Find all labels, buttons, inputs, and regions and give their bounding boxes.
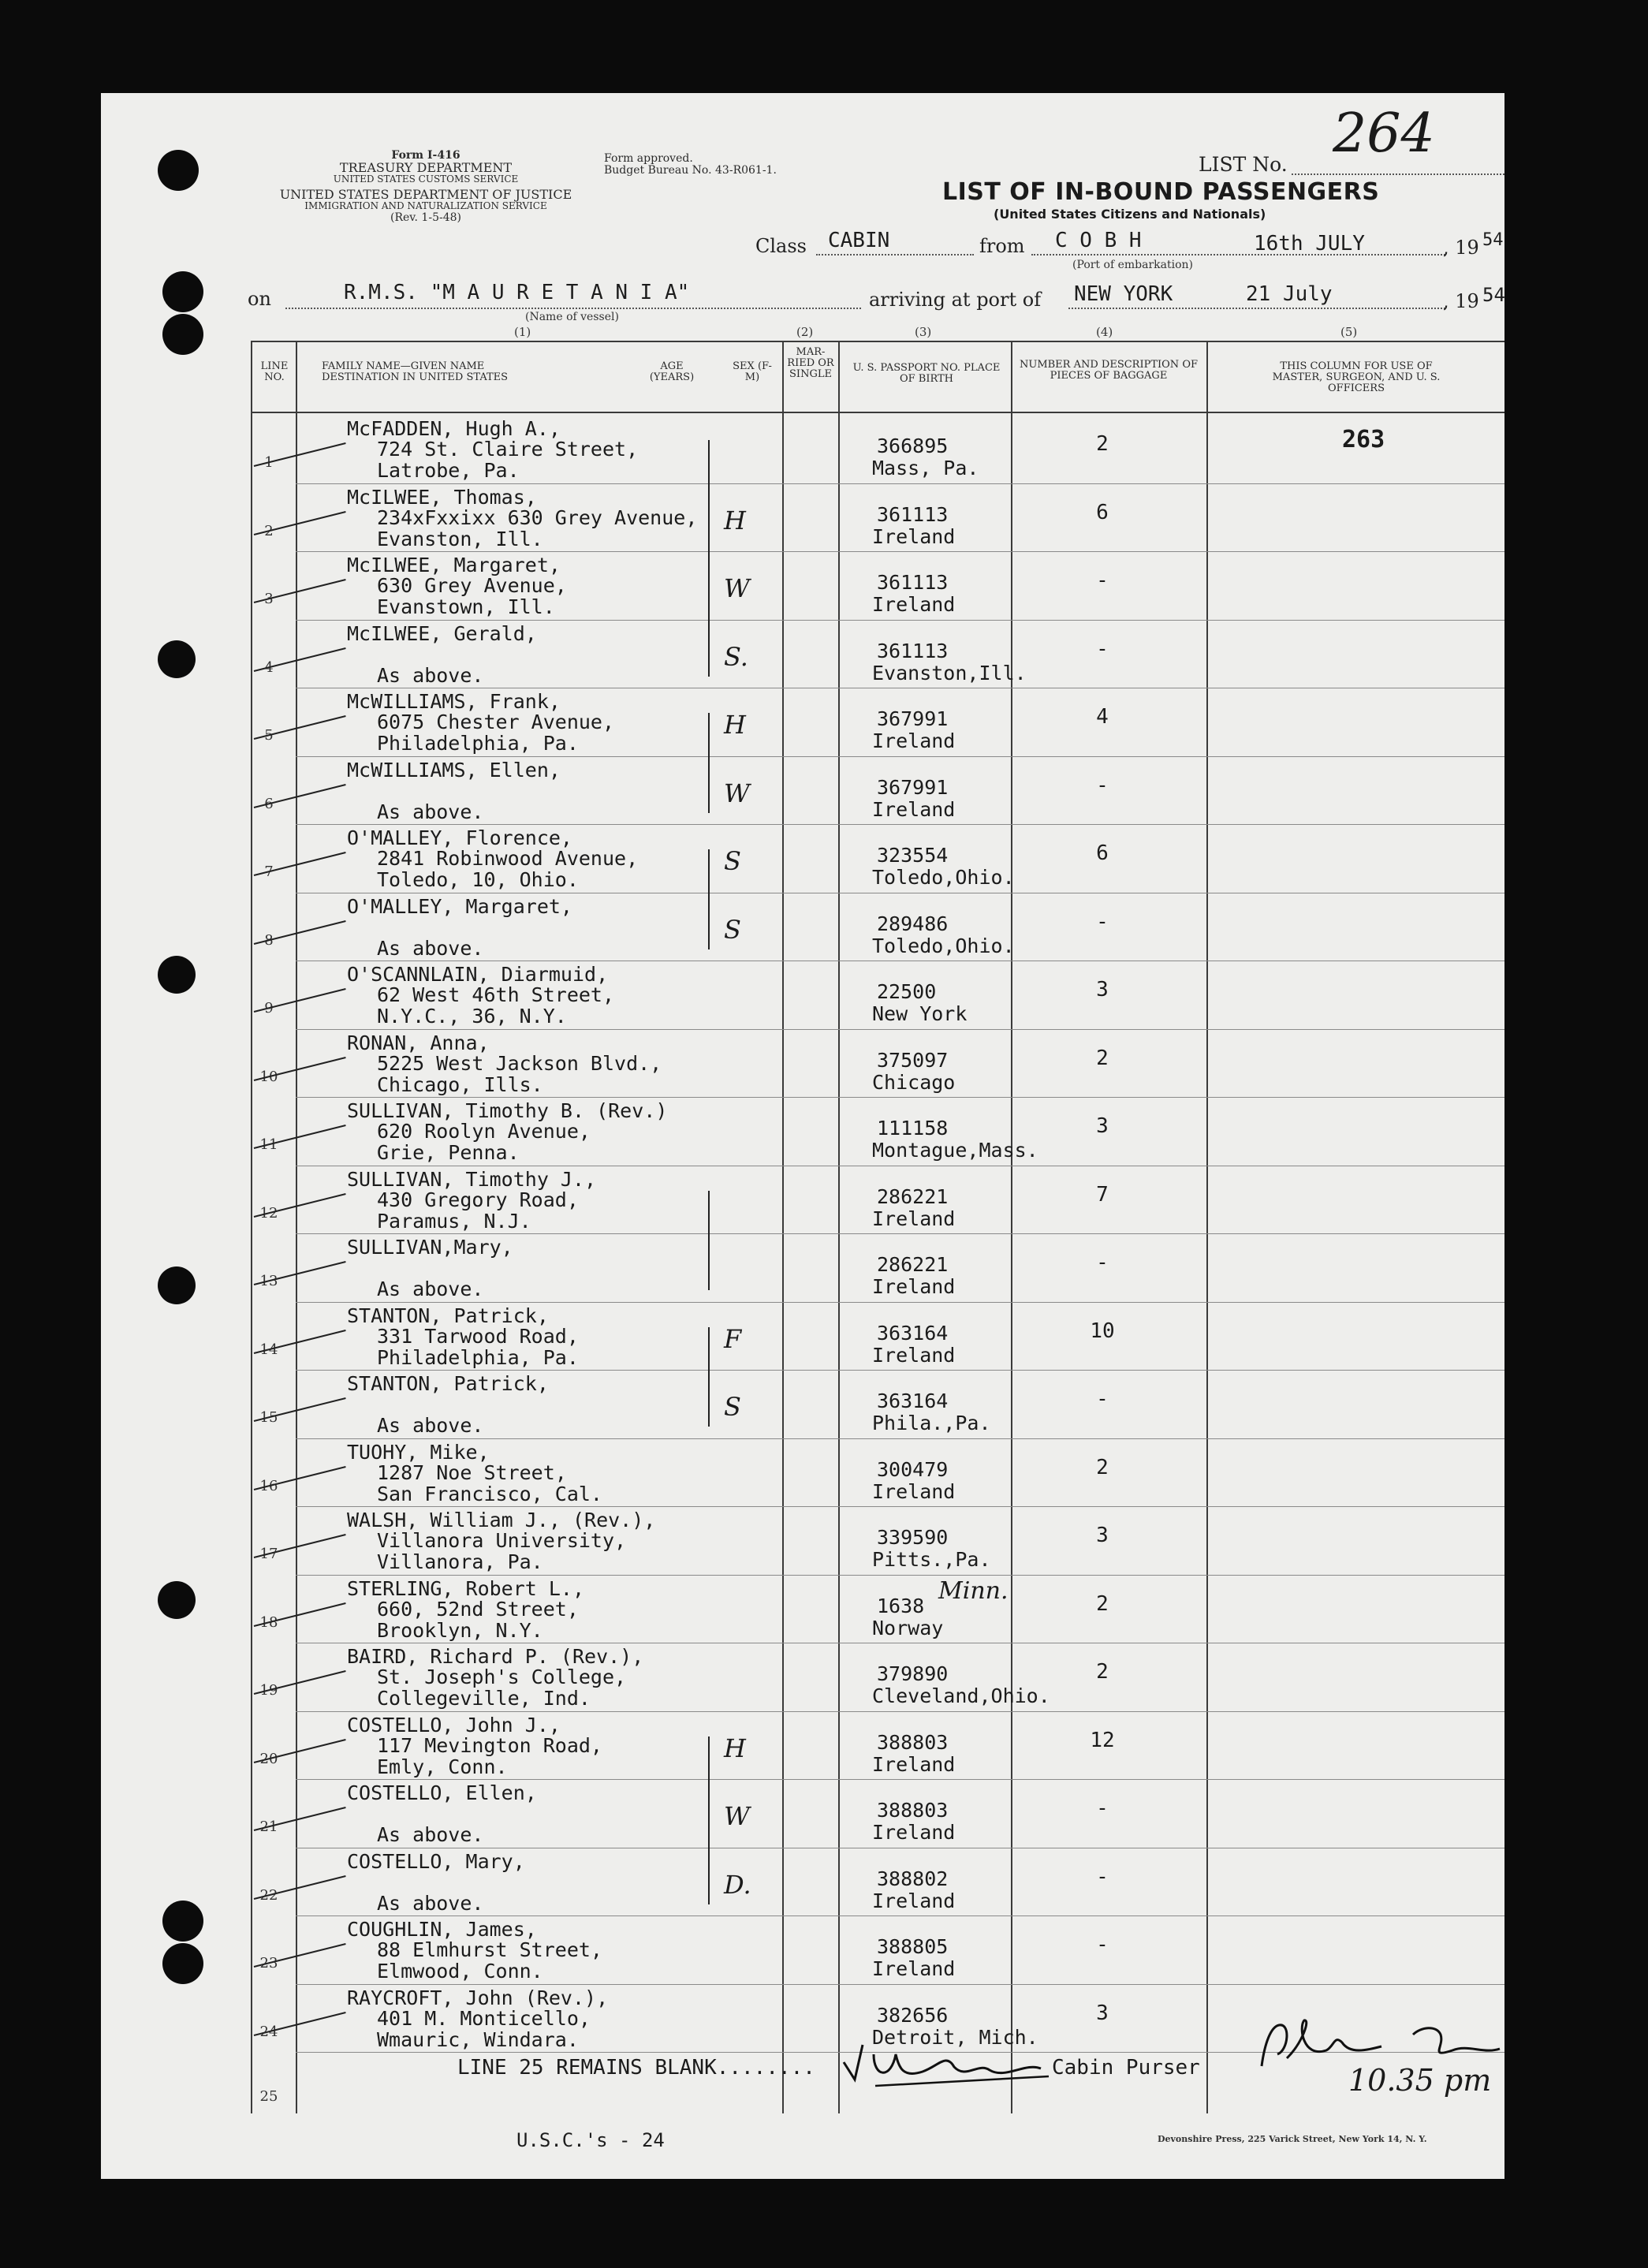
punch-hole bbox=[158, 956, 196, 994]
place-of-birth: Chicago bbox=[872, 1070, 956, 1094]
header-sex: SEX (F-M) bbox=[733, 360, 772, 383]
passport-number: 339590 bbox=[877, 1526, 949, 1549]
col-number-3: (3) bbox=[915, 325, 932, 339]
passenger-name: McWILLIAMS, Ellen, bbox=[347, 758, 561, 781]
row-rule bbox=[296, 1779, 1504, 1780]
passport-number: 300479 bbox=[877, 1457, 949, 1481]
passport-number: 382656 bbox=[877, 2003, 949, 2027]
passport-number: 367991 bbox=[877, 707, 949, 730]
footer-left: U.S.C.'s - 24 bbox=[516, 2129, 665, 2151]
handwritten-minn: Minn. bbox=[938, 1577, 1009, 1605]
address-line-2: Brooklyn, N.Y. bbox=[377, 1618, 543, 1642]
sex-mark: H bbox=[724, 505, 746, 535]
place-of-birth: Norway bbox=[872, 1616, 944, 1639]
baggage-count: 3 bbox=[1096, 978, 1109, 1002]
family-bracket bbox=[708, 713, 710, 813]
place-of-birth: Montague,Mass. bbox=[872, 1139, 1038, 1162]
sex-mark: W bbox=[724, 573, 750, 603]
passenger-name: McILWEE, Thomas, bbox=[347, 485, 537, 509]
place-of-birth: Toledo,Ohio. bbox=[872, 934, 1015, 957]
line-number: 1 bbox=[264, 454, 274, 471]
sex-mark: S. bbox=[724, 641, 748, 672]
baggage-count: 2 bbox=[1096, 1046, 1109, 1070]
place-of-birth: Ireland bbox=[872, 1821, 956, 1844]
line-number: 2 bbox=[264, 522, 274, 539]
address-line-1: 630 Grey Avenue, bbox=[377, 574, 567, 597]
passenger-name: RONAN, Anna, bbox=[347, 1031, 490, 1054]
baggage-count: 3 bbox=[1096, 1524, 1109, 1547]
baggage-count: - bbox=[1096, 909, 1109, 934]
address-line-1: 2841 Robinwood Avenue, bbox=[377, 847, 639, 870]
passport-number: 375097 bbox=[877, 1048, 949, 1072]
baggage-count: 2 bbox=[1096, 1455, 1109, 1479]
arrival-port: NEW YORK bbox=[1074, 282, 1173, 306]
header-passport: U. S. PASSPORT NO. PLACE OF BIRTH bbox=[852, 362, 1001, 385]
line-number: 23 bbox=[259, 1955, 278, 1971]
family-bracket bbox=[708, 509, 710, 677]
punch-hole bbox=[158, 1581, 196, 1619]
passenger-name: McWILLIAMS, Frank, bbox=[347, 690, 561, 713]
address-line-1: St. Joseph's College, bbox=[377, 1666, 627, 1688]
address-line-2: Latrobe, Pa. bbox=[377, 459, 520, 482]
header-married: MAR-RIED OR SINGLE bbox=[787, 346, 834, 380]
passport-number: 363164 bbox=[877, 1321, 949, 1345]
baggage-count: 3 bbox=[1096, 1114, 1109, 1138]
passport-number: 363164 bbox=[877, 1390, 949, 1412]
on-label: on bbox=[248, 288, 271, 310]
row-rule bbox=[296, 1233, 1504, 1234]
punch-hole bbox=[158, 1266, 196, 1304]
baggage-count: 2 bbox=[1096, 432, 1109, 456]
row-rule bbox=[296, 1711, 1504, 1712]
line-number: 17 bbox=[259, 1546, 278, 1562]
place-of-birth: New York bbox=[872, 1002, 968, 1025]
from-line bbox=[1031, 254, 1445, 256]
from-value: C O B H bbox=[1055, 229, 1142, 252]
family-bracket bbox=[708, 1191, 710, 1291]
line-number: 13 bbox=[259, 1273, 278, 1289]
header-age: AGE (YEARS) bbox=[649, 360, 695, 383]
place-of-birth: Ireland bbox=[872, 1889, 956, 1912]
passport-number: 388803 bbox=[877, 1730, 949, 1754]
passenger-name: O'SCANNLAIN, Diarmuid, bbox=[347, 963, 609, 986]
address-line-1: 1287 Noe Street, bbox=[377, 1460, 567, 1484]
place-of-birth: Mass, Pa. bbox=[872, 457, 979, 479]
address-line-2: As above. bbox=[377, 663, 484, 687]
address-line-2: Wmauric, Windara. bbox=[377, 2027, 579, 2051]
family-bracket bbox=[708, 1736, 710, 1904]
row-rule bbox=[296, 1506, 1504, 1507]
passport-number: 367991 bbox=[877, 775, 949, 799]
printer-credit: Devonshire Press, 225 Varick Street, New York 14, N. Y. bbox=[1158, 2134, 1427, 2144]
address-line-1: 62 West 46th Street, bbox=[377, 983, 615, 1006]
passport-number: 323554 bbox=[877, 844, 949, 867]
family-bracket bbox=[708, 1327, 710, 1427]
place-of-birth: Ireland bbox=[872, 1752, 956, 1776]
col-number-2: (2) bbox=[796, 325, 814, 339]
row-rule bbox=[296, 1984, 1504, 1985]
baggage-count: 6 bbox=[1096, 841, 1109, 865]
passport-number: 388802 bbox=[877, 1867, 949, 1890]
passport-number: 366895 bbox=[877, 435, 949, 457]
address-line-2: As above. bbox=[377, 1823, 484, 1846]
line-number: 11 bbox=[259, 1136, 278, 1153]
row-rule bbox=[296, 1370, 1504, 1371]
arrival-line bbox=[1068, 308, 1445, 309]
line-number: 7 bbox=[264, 864, 274, 880]
place-of-birth: Cleveland,Ohio. bbox=[872, 1684, 1050, 1707]
line-number: 18 bbox=[259, 1613, 278, 1631]
passport-number: 361113 bbox=[877, 502, 949, 526]
place-of-birth: Ireland bbox=[872, 593, 956, 616]
address-line-1: Villanora University, bbox=[377, 1529, 627, 1552]
place-of-birth: Ireland bbox=[872, 1479, 956, 1503]
address-line-1: 430 Gregory Road, bbox=[377, 1188, 579, 1211]
year-prefix-1: , 19 bbox=[1443, 237, 1479, 259]
line25-text: LINE 25 REMAINS BLANK........ bbox=[457, 2056, 815, 2080]
passport-number: 388805 bbox=[877, 1935, 949, 1958]
address-line-2: Emly, Conn. bbox=[377, 1755, 508, 1778]
from-date: 16th JULY bbox=[1254, 232, 1365, 256]
col-number-5: (5) bbox=[1340, 325, 1358, 339]
address-line-2: As above. bbox=[377, 1414, 484, 1437]
header-officers: THIS COLUMN FOR USE OF MASTER, SURGEON, AND U. S. OFFICERS bbox=[1272, 360, 1441, 394]
baggage-count: - bbox=[1096, 1796, 1109, 1820]
address-line-1: 401 M. Monticello, bbox=[377, 2006, 591, 2030]
place-of-birth: Phila.,Pa. bbox=[872, 1412, 991, 1434]
line-number: 14 bbox=[259, 1341, 278, 1358]
row-rule bbox=[296, 1097, 1504, 1098]
address-line-1: 331 Tarwood Road, bbox=[377, 1324, 579, 1348]
passport-number: 286221 bbox=[877, 1253, 949, 1276]
manifest-sheet bbox=[101, 93, 1504, 2179]
place-of-birth: Ireland bbox=[872, 524, 956, 548]
address-line-2: Toledo, 10, Ohio. bbox=[377, 868, 579, 891]
line-number: 24 bbox=[259, 2023, 278, 2040]
sex-mark: W bbox=[724, 778, 750, 808]
passenger-name: STERLING, Robert L., bbox=[347, 1576, 585, 1600]
list-no-value: 264 bbox=[1333, 103, 1435, 165]
class-value: CABIN bbox=[828, 229, 890, 252]
address-line-1: 6075 Chester Avenue, bbox=[377, 711, 615, 733]
address-line-2: Collegeville, Ind. bbox=[377, 1687, 591, 1710]
form-approved: Form approved. Budget Bureau No. 43-R061-1. bbox=[604, 152, 777, 177]
purser-signature bbox=[828, 2031, 1057, 2090]
row-rule bbox=[296, 1302, 1504, 1303]
header-line-no: LINE NO. bbox=[260, 360, 289, 383]
baggage-count: - bbox=[1096, 1864, 1109, 1889]
line-number: 5 bbox=[264, 727, 274, 744]
line-number: 3 bbox=[264, 591, 274, 607]
row-rule bbox=[296, 1029, 1504, 1030]
line-number: 10 bbox=[259, 1068, 278, 1085]
port-caption: (Port of embarkation) bbox=[1072, 259, 1193, 271]
place-of-birth: Ireland bbox=[872, 1207, 956, 1230]
line-number: 6 bbox=[264, 795, 274, 812]
arrival-time: 10.35 pm bbox=[1348, 2063, 1492, 2098]
place-of-birth: Ireland bbox=[872, 1957, 956, 1980]
passenger-name: WALSH, William J., (Rev.), bbox=[347, 1509, 656, 1531]
row-rule bbox=[296, 620, 1504, 621]
sex-mark: W bbox=[724, 1801, 750, 1831]
passenger-name: SULLIVAN, Timothy J., bbox=[347, 1167, 597, 1191]
baggage-count: - bbox=[1096, 1387, 1109, 1411]
line-number: 4 bbox=[264, 658, 274, 676]
line-number: 19 bbox=[259, 1682, 278, 1699]
passenger-name: O'MALLEY, Florence, bbox=[347, 826, 572, 849]
family-bracket bbox=[708, 849, 710, 949]
place-of-birth: Ireland bbox=[872, 1343, 956, 1367]
vessel-line bbox=[285, 308, 861, 309]
address-line-2: Philadelphia, Pa. bbox=[377, 732, 579, 755]
baggage-count: 10 bbox=[1090, 1319, 1115, 1343]
row-rule bbox=[296, 551, 1504, 552]
baggage-count: 6 bbox=[1096, 500, 1109, 524]
passenger-name: BAIRD, Richard P. (Rev.), bbox=[347, 1645, 644, 1668]
arriving-label: arriving at port of bbox=[869, 289, 1042, 311]
sex-mark: S bbox=[724, 914, 741, 945]
address-line-1: 88 Elmhurst Street, bbox=[377, 1938, 602, 1961]
baggage-count: - bbox=[1096, 636, 1109, 661]
purser-title: Cabin Purser bbox=[1052, 2056, 1200, 2080]
table-top-rule bbox=[251, 341, 1504, 342]
address-line-1: 234xFxxixx 630 Grey Avenue, bbox=[377, 505, 698, 529]
address-line-1: 117 Mevington Road, bbox=[377, 1733, 602, 1757]
arrival-date: 21 July bbox=[1246, 282, 1333, 306]
punch-hole bbox=[162, 1901, 203, 1942]
passenger-name: COSTELLO, Ellen, bbox=[347, 1781, 537, 1804]
address-line-2: Philadelphia, Pa. bbox=[377, 1345, 579, 1369]
line-number: 8 bbox=[264, 931, 274, 949]
vessel-name: R.M.S. "M A U R E T A N I A" bbox=[344, 281, 690, 304]
address-line-2: Paramus, N.J. bbox=[377, 1209, 531, 1233]
line-number: 21 bbox=[259, 1819, 278, 1835]
place-of-birth: Evanston,Ill. bbox=[872, 661, 1027, 685]
address-line-2: Evanstown, Ill. bbox=[377, 595, 555, 618]
sex-mark: S bbox=[724, 1392, 741, 1422]
passenger-name: COSTELLO, Mary, bbox=[347, 1849, 525, 1873]
place-of-birth: Detroit, Mich. bbox=[872, 2025, 1038, 2049]
address-line-2: As above. bbox=[377, 936, 484, 960]
passenger-name: RAYCROFT, John (Rev.), bbox=[347, 1986, 609, 2009]
passport-number: 289486 bbox=[877, 912, 949, 935]
officer-note: 263 bbox=[1342, 426, 1385, 453]
page-title: LIST OF IN-BOUND PASSENGERS bbox=[942, 178, 1380, 206]
passenger-name: McILWEE, Margaret, bbox=[347, 554, 561, 576]
address-line-2: As above. bbox=[377, 800, 484, 823]
line-number: 25 bbox=[259, 2088, 278, 2105]
place-of-birth: Ireland bbox=[872, 729, 956, 752]
header-name: FAMILY NAME—GIVEN NAME DESTINATION IN UNITED STATES bbox=[322, 360, 509, 383]
passenger-name: STANTON, Patrick, bbox=[347, 1304, 549, 1327]
vessel-caption: (Name of vessel) bbox=[525, 311, 619, 323]
passenger-name: COUGHLIN, James, bbox=[347, 1918, 537, 1941]
table-header-rule bbox=[251, 412, 1504, 413]
address-line-2: Chicago, Ills. bbox=[377, 1072, 543, 1096]
col-rule bbox=[251, 341, 252, 2113]
punch-hole bbox=[158, 640, 196, 678]
baggage-count: - bbox=[1096, 1251, 1109, 1274]
address-line-2: Evanston, Ill. bbox=[377, 527, 543, 550]
address-line-1: 660, 52nd Street, bbox=[377, 1597, 579, 1621]
punch-hole bbox=[162, 1943, 203, 1984]
passenger-name: McFADDEN, Hugh A., bbox=[347, 417, 561, 440]
passport-number: 111158 bbox=[877, 1117, 949, 1140]
baggage-count: - bbox=[1096, 773, 1109, 797]
place-of-birth: Toledo,Ohio. bbox=[872, 866, 1015, 889]
year-1: 54 bbox=[1482, 230, 1504, 250]
sex-mark: S bbox=[724, 846, 741, 876]
address-line-2: N.Y.C., 36, N.Y. bbox=[377, 1005, 567, 1028]
form-header-left: Form I-416 TREASURY DEPARTMENT UNITED STATES CUSTOMS SERVICE UNITED STATES DEPARTMENT OF JUSTICE IMMIGRATION AND NATURALIZATION SERVICE (Rev. 1-5-48) bbox=[279, 149, 572, 224]
passport-number: 286221 bbox=[877, 1184, 949, 1208]
passenger-name: TUOHY, Mike, bbox=[347, 1440, 490, 1464]
officer-signature bbox=[1255, 2011, 1516, 2074]
place-of-birth: Ireland bbox=[872, 1275, 956, 1298]
address-line-2: Villanora, Pa. bbox=[377, 1550, 543, 1573]
row-rule bbox=[296, 483, 1504, 484]
sex-mark: D. bbox=[724, 1869, 751, 1900]
baggage-count: 2 bbox=[1096, 1591, 1109, 1616]
header-baggage: NUMBER AND DESCRIPTION OF PIECES OF BAGGAGE bbox=[1019, 359, 1198, 382]
address-line-1: 5225 West Jackson Blvd., bbox=[377, 1051, 662, 1075]
line-number: 9 bbox=[264, 1000, 274, 1016]
address-line-1: 724 St. Claire Street, bbox=[377, 438, 639, 461]
address-line-2: As above. bbox=[377, 1278, 484, 1300]
class-label: Class bbox=[755, 235, 807, 257]
baggage-count: 12 bbox=[1090, 1728, 1115, 1752]
line-number: 22 bbox=[259, 1886, 278, 1904]
year-prefix-2: , 19 bbox=[1443, 290, 1479, 312]
line-number: 16 bbox=[259, 1477, 278, 1494]
line-number: 12 bbox=[259, 1204, 278, 1222]
baggage-count: 4 bbox=[1096, 705, 1109, 729]
passenger-name: McILWEE, Gerald, bbox=[347, 621, 537, 645]
row-rule bbox=[296, 1575, 1504, 1576]
passport-number: 361113 bbox=[877, 571, 949, 594]
passenger-name: SULLIVAN,Mary, bbox=[347, 1236, 513, 1259]
address-line-1: 620 Roolyn Avenue, bbox=[377, 1120, 591, 1143]
address-line-2: Elmwood, Conn. bbox=[377, 1960, 543, 1983]
punch-hole bbox=[162, 314, 203, 355]
year-2: 54 bbox=[1482, 284, 1505, 306]
col-number-4: (4) bbox=[1096, 325, 1113, 339]
passenger-name: SULLIVAN, Timothy B. (Rev.) bbox=[347, 1099, 668, 1122]
list-no-label: LIST No. bbox=[1199, 153, 1288, 176]
line-number: 15 bbox=[259, 1409, 278, 1426]
passport-number: 361113 bbox=[877, 639, 949, 662]
baggage-count: 2 bbox=[1096, 1660, 1109, 1684]
passport-number: 22500 bbox=[877, 980, 937, 1003]
address-line-2: San Francisco, Cal. bbox=[377, 1482, 602, 1505]
passenger-name: STANTON, Patrick, bbox=[347, 1372, 549, 1395]
passenger-name: O'MALLEY, Margaret, bbox=[347, 894, 572, 918]
row-rule bbox=[296, 1438, 1504, 1439]
passport-number: 1638 bbox=[877, 1594, 925, 1617]
from-label: from bbox=[979, 235, 1025, 257]
baggage-count: - bbox=[1096, 1933, 1109, 1957]
sex-mark: H bbox=[724, 1733, 746, 1763]
address-line-2: As above. bbox=[377, 1891, 484, 1915]
class-line bbox=[816, 254, 974, 256]
baggage-count: 7 bbox=[1096, 1182, 1109, 1207]
row-rule bbox=[296, 1915, 1504, 1916]
sex-mark: F bbox=[724, 1323, 742, 1354]
passenger-name: COSTELLO, John J., bbox=[347, 1713, 561, 1736]
place-of-birth: Ireland bbox=[872, 797, 956, 821]
punch-hole bbox=[158, 150, 199, 191]
page-subtitle: (United States Citizens and Nationals) bbox=[994, 207, 1266, 222]
passport-number: 379890 bbox=[877, 1662, 949, 1685]
address-line-2: Grie, Penna. bbox=[377, 1141, 520, 1164]
punch-hole bbox=[162, 271, 203, 312]
baggage-count: 3 bbox=[1096, 2001, 1109, 2025]
baggage-count: - bbox=[1096, 569, 1109, 592]
place-of-birth: Pitts.,Pa. bbox=[872, 1548, 991, 1571]
line-number: 20 bbox=[259, 1750, 278, 1767]
list-no-line bbox=[1292, 173, 1504, 175]
sex-mark: H bbox=[724, 710, 746, 740]
row-rule bbox=[296, 824, 1504, 825]
row-rule bbox=[296, 756, 1504, 757]
passport-number: 388803 bbox=[877, 1799, 949, 1822]
col-number-1: (1) bbox=[514, 325, 531, 339]
